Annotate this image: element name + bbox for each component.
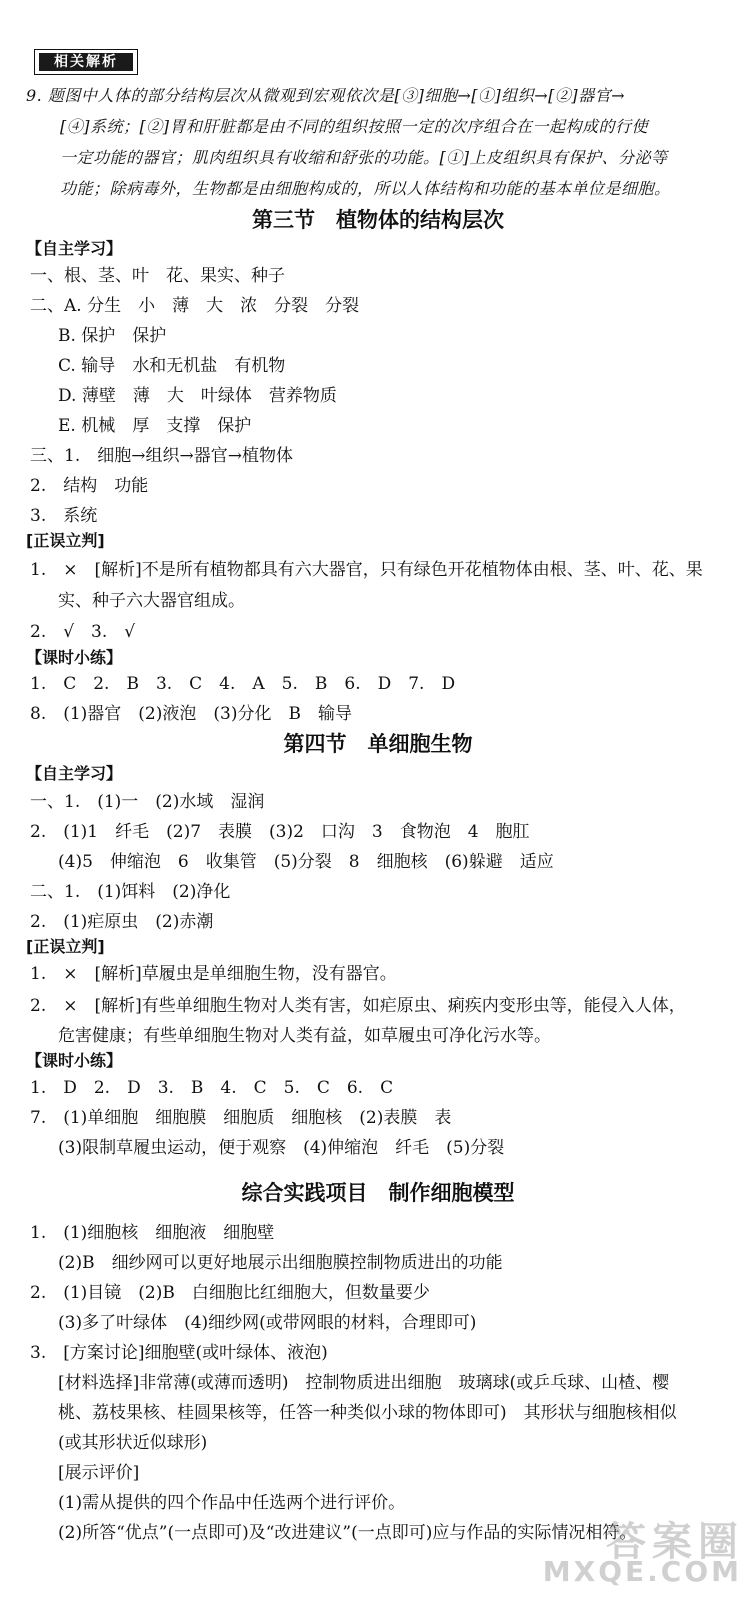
- analysis-line: 9. 题图中人体的部分结构层次从微观到宏观依次是[③]细胞→[①]组织→[②]器官→: [26, 86, 626, 105]
- practice-line: 1. C 2. B 3. C 4. A 5. B 6. D 7. D: [30, 674, 456, 694]
- site-watermark: [508, 1510, 748, 1588]
- answer-line: 3. 系统: [30, 506, 98, 526]
- section-heading: 【课时小练】: [26, 1051, 123, 1070]
- answer-line: 二、1. (1)饵料 (2)净化: [30, 882, 231, 902]
- answer-line: B. 保护 保护: [58, 326, 167, 346]
- project-line: 桃、荔枝果核、桂圆果核等，任答一种类似小球的物体即可) 其形状与细胞核相似: [58, 1403, 677, 1423]
- project-line: (或其形状近似球形): [58, 1433, 208, 1453]
- section-title: 第四节 单细胞生物: [283, 732, 473, 756]
- section-heading: [正误立判]: [26, 531, 105, 550]
- answer-line: 三、1. 细胞→组织→器官→植物体: [30, 446, 293, 466]
- project-line: [展示评价]: [58, 1463, 140, 1483]
- section-heading: [正误立判]: [26, 937, 105, 956]
- related-analysis-tag: [34, 49, 138, 75]
- section-heading: 【自主学习】: [26, 239, 123, 258]
- practice-line: (3)限制草履虫运动，便于观察 (4)伸缩泡 纤毛 (5)分裂: [58, 1138, 505, 1158]
- analysis-line: [④]系统；[②]胃和肝脏都是由不同的组织按照一定的次序组合在一起构成的行使: [60, 117, 648, 136]
- section-title: 第三节 植物体的结构层次: [252, 208, 504, 232]
- answer-line: (4)5 伸缩泡 6 收集管 (5)分裂 8 细胞核 (6)躲避 适应: [58, 852, 554, 872]
- section-heading: 【课时小练】: [26, 648, 123, 667]
- judge-line: 1. × [解析]草履虫是单细胞生物，没有器官。: [30, 964, 397, 984]
- practice-line: 1. D 2. D 3. B 4. C 5. C 6. C: [30, 1078, 394, 1098]
- project-line: (3)多了叶绿体 (4)细纱网(或带网眼的材料，合理即可): [58, 1313, 477, 1333]
- project-line: (1)需从提供的四个作品中任选两个进行评价。: [58, 1493, 406, 1513]
- answer-line: 2. 结构 功能: [30, 476, 149, 496]
- judge-line: 实、种子六大器官组成。: [58, 591, 245, 611]
- answer-line: 二、A. 分生 小 薄 大 浓 分裂 分裂: [30, 296, 360, 316]
- answer-line: 一、1. (1)一 (2)水域 湿润: [30, 792, 265, 812]
- analysis-line: 一定功能的器官；肌肉组织具有收缩和舒张的功能。[①]上皮组织具有保护、分泌等: [60, 148, 668, 167]
- answer-line: C. 输导 水和无机盐 有机物: [58, 356, 286, 376]
- project-line: 3. [方案讨论]细胞壁(或叶绿体、液泡): [30, 1343, 328, 1363]
- related-analysis-tag-label: 相关解析: [39, 53, 133, 71]
- project-line: (2)所答“优点”(一点即可)及“改进建议”(一点即可)应与作品的实际情况相符。: [58, 1523, 637, 1543]
- judge-line: 2. √ 3. √: [30, 622, 136, 642]
- watermark-logo-text: 答案圈: [606, 1519, 744, 1565]
- analysis-line: 功能；除病毒外，生物都是由细胞构成的，所以人体结构和功能的基本单位是细胞。: [60, 179, 671, 198]
- watermark-domain: MXQE.COM: [542, 1555, 742, 1588]
- project-line: [材料选择]非常薄(或薄而透明) 控制物质进出细胞 玻璃球(或乒乓球、山楂、樱: [58, 1373, 670, 1393]
- answer-line: D. 薄壁 薄 大 叶绿体 营养物质: [58, 386, 337, 406]
- project-line: 1. (1)细胞核 细胞液 细胞壁: [30, 1223, 275, 1243]
- answer-line: E. 机械 厚 支撑 保护: [58, 416, 252, 436]
- section-title: 综合实践项目 制作细胞模型: [241, 1181, 515, 1205]
- practice-line: 8. (1)器官 (2)液泡 (3)分化 B 输导: [30, 704, 352, 724]
- judge-line: 2. × [解析]有些单细胞生物对人类有害，如疟原虫、痢疾内变形虫等，能侵入人体，: [30, 996, 686, 1016]
- answer-line: 2. (1)疟原虫 (2)赤潮: [30, 912, 214, 932]
- practice-line: 7. (1)单细胞 细胞膜 细胞质 细胞核 (2)表膜 表: [30, 1108, 452, 1128]
- project-line: 2. (1)目镜 (2)B 白细胞比红细胞大，但数量要少: [30, 1283, 430, 1303]
- judge-line: 1. × [解析]不是所有植物都具有六大器官，只有绿色开花植物体由根、茎、叶、花、果: [30, 560, 703, 580]
- judge-line: 危害健康；有些单细胞生物对人类有益，如草履虫可净化污水等。: [58, 1026, 551, 1046]
- answer-line: 2. (1)1 纤毛 (2)7 表膜 (3)2 口沟 3 食物泡 4 胞肛: [30, 822, 530, 842]
- answer-line: 一、根、茎、叶 花、果实、种子: [30, 266, 285, 286]
- section-heading: 【自主学习】: [26, 764, 123, 783]
- project-line: (2)B 细纱网可以更好地展示出细胞膜控制物质进出的功能: [58, 1253, 503, 1273]
